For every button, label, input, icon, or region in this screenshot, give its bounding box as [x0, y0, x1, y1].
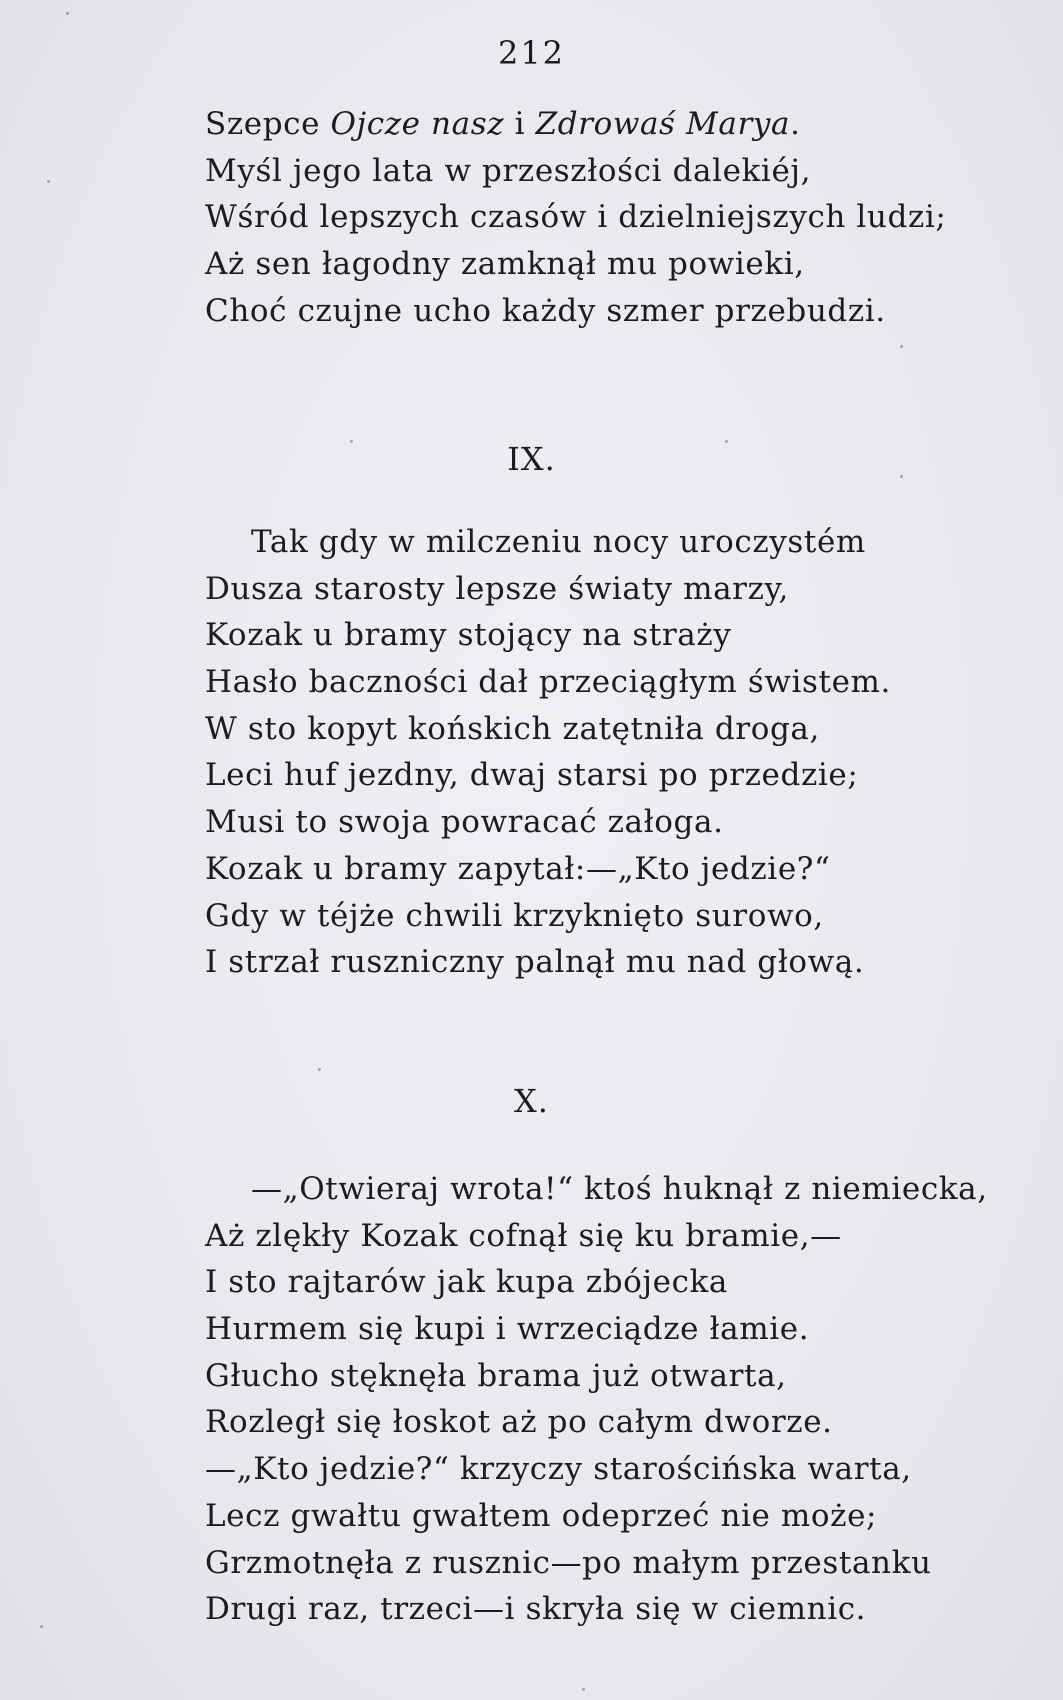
- stanza-ix: [205, 519, 1025, 986]
- verse-line: Grzmotnęła z rusznic—po małym przestanku: [205, 1544, 932, 1581]
- verse-line: Myśl jego lata w przeszłości dalekiéj,: [205, 152, 812, 189]
- verse-line: Choć czujne ucho każdy szmer przebudzi.: [205, 292, 886, 329]
- verse-text: Szepce: [205, 106, 331, 142]
- verse-text: .: [790, 106, 801, 142]
- verse-line: Kozak u bramy stojący na straży: [205, 617, 732, 654]
- verse-line: Hasło baczności dał przeciągłym świstem.: [205, 664, 891, 701]
- page-number: 212: [497, 34, 566, 72]
- verse-line: Lecz gwałtu gwałtem odeprzeć nie może;: [205, 1497, 878, 1534]
- verse-line: Wśród lepszych czasów i dzielniejszych ludzi;: [205, 199, 947, 236]
- verse-line: [205, 101, 1025, 148]
- verse-line: Drugi raz, trzeci—i skryła się w ciemnic.: [205, 1591, 867, 1628]
- verse-line: Tak gdy w milczeniu nocy uroczystém: [251, 524, 866, 560]
- section-heading-x: X.: [514, 1082, 549, 1120]
- verse-line: W sto kopyt końskich zatętniła droga,: [205, 710, 820, 747]
- verse-line: Kozak u bramy zapytał:—„Kto jedzie?“: [205, 850, 831, 887]
- verse-line: Aż sen łagodny zamknął mu powieki,: [205, 246, 805, 283]
- stanza-continuation: [205, 101, 1025, 334]
- verse-line: Hurmem się kupi i wrzeciądze łamie.: [205, 1311, 810, 1348]
- verse-line: Głucho stęknęła brama już otwarta,: [205, 1357, 787, 1394]
- verse-line: I strzał ruszniczny palnął mu nad głową.: [205, 944, 865, 981]
- verse-line: Musi to swoja powracać załoga.: [205, 804, 724, 841]
- verse-line: Leci huf jezdny, dwaj starsi po przedzie;: [205, 757, 859, 794]
- verse-text: i: [504, 106, 536, 142]
- verse-line: —„Otwieraj wrota!“ ktoś huknął z niemiecka,: [251, 1171, 988, 1207]
- verse-line: Rozległ się łoskot aż po całym dworze.: [205, 1404, 833, 1441]
- stanza-x: [205, 1166, 1025, 1633]
- prayer-title-italic: Zdrowaś Marya: [535, 106, 791, 142]
- verse-line: Gdy w téjże chwili krzyknięto surowo,: [205, 897, 824, 934]
- verse-line: Dusza starosty lepsze światy marzy,: [205, 570, 789, 607]
- verse-line: Aż zlękły Kozak cofnął się ku bramie,—: [205, 1217, 842, 1254]
- verse-line: I sto rajtarów jak kupa zbójecka: [205, 1264, 728, 1301]
- section-heading-ix: IX.: [507, 440, 556, 478]
- prayer-title-italic: Ojcze nasz: [330, 106, 505, 142]
- verse-line: —„Kto jedzie?“ krzyczy starościńska warta,: [205, 1451, 912, 1488]
